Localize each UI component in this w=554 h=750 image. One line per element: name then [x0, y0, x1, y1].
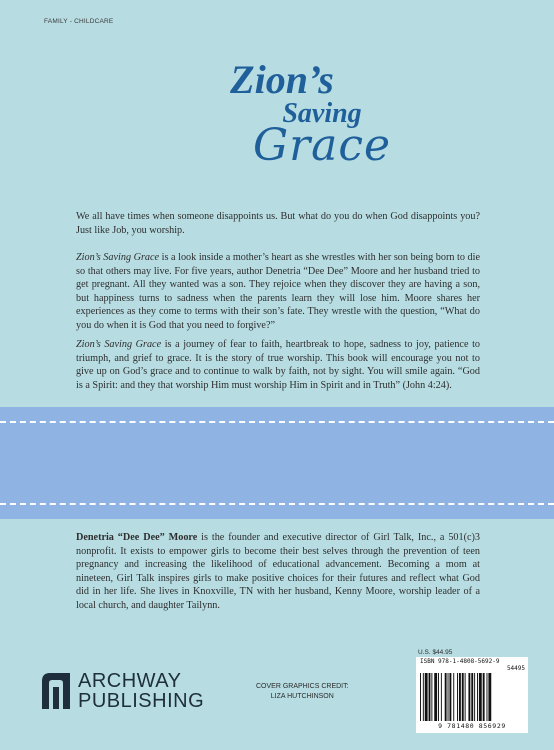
- decorative-band: [0, 407, 554, 519]
- barcode-number: 9 781480 856929: [438, 722, 506, 730]
- title-line-1: Zion’s: [230, 57, 334, 102]
- book-title-inline: Zion’s Saving Grace: [76, 252, 160, 263]
- paragraph-3-text: is a journey of fear to faith, heartbreak to hope, sadness to joy, patience to triumph, and grief to grace. It is the story of true worship. This book will encourage you not to give up on God’s grace and to continue to walk by faith, not by sight. You will smile again. “God is a Spirit: and they that worship Him must worship Him in Spirit and in Truth” (John 4:24).: [76, 339, 480, 391]
- price-label: U.S. $44.95: [418, 649, 453, 656]
- title-line-3: Grace: [252, 120, 392, 171]
- book-title-inline: Zion’s Saving Grace: [76, 339, 162, 350]
- title-line-2: Saving: [282, 98, 362, 129]
- credit-line-2: LIZA HUTCHINSON: [270, 693, 334, 700]
- credit-line-1: COVER GRAPHICS CREDIT:: [256, 683, 349, 690]
- category-label: FAMILY - CHILDCARE: [44, 18, 114, 25]
- stitch-line-bottom: [0, 503, 554, 505]
- archway-arch-icon: [42, 673, 70, 709]
- author-bio-text: is the founder and executive director of Girl Talk, Inc., a 501(c)3 nonprofit. It exists to empower girls to become their best selves through the prevention of teen pregnancy and increasing the likelihood of educational advancement. Becoming a mom at nineteen, Girl Talk inspires girls to make positive choices for their futures and reflect what God did in her life. She lives in Knoxville, TN with her husband, Kenny Moore, worship leader of a local church, and daughter Tailynn.: [76, 532, 481, 611]
- author-name: Denetria “Dee Dee” Moore: [76, 532, 198, 543]
- paragraph-2-text: is a look inside a mother’s heart as she wrestles with her son being born to die so that others may live. For five years, author Denetria “Dee Dee” Moore and her husband tried to get pregnant. All they wanted was a son. They rejoice when they discover they are having a son, but happiness turns to sadness when the parents learn they will lose him. Moore shares her experiences as they come to terms with their son’s fate. They wrestle with the question, “What do you do when it is God that you need to forgive?”: [76, 252, 480, 331]
- blurb-paragraph-3: [76, 338, 480, 392]
- blurb-paragraph-1: We all have times when someone disappoints us. But what do you do when God disappoints you? Just like Job, you worship.: [76, 211, 480, 236]
- isbn-barcode: [416, 657, 528, 733]
- publisher-logo: [42, 671, 242, 711]
- book-title: [0, 57, 554, 171]
- cover-credit: [256, 682, 349, 702]
- publisher-name-line-1: ARCHWAY: [78, 670, 182, 692]
- barcode-bars: [420, 673, 524, 721]
- author-bio: [76, 531, 480, 613]
- publisher-name-line-2: PUBLISHING: [78, 690, 205, 712]
- addon-code: 54495: [506, 665, 525, 672]
- isbn-text: ISBN 978-1-4808-5692-9: [420, 658, 500, 665]
- stitch-line-top: [0, 421, 554, 423]
- blurb-paragraph-2: [76, 251, 480, 333]
